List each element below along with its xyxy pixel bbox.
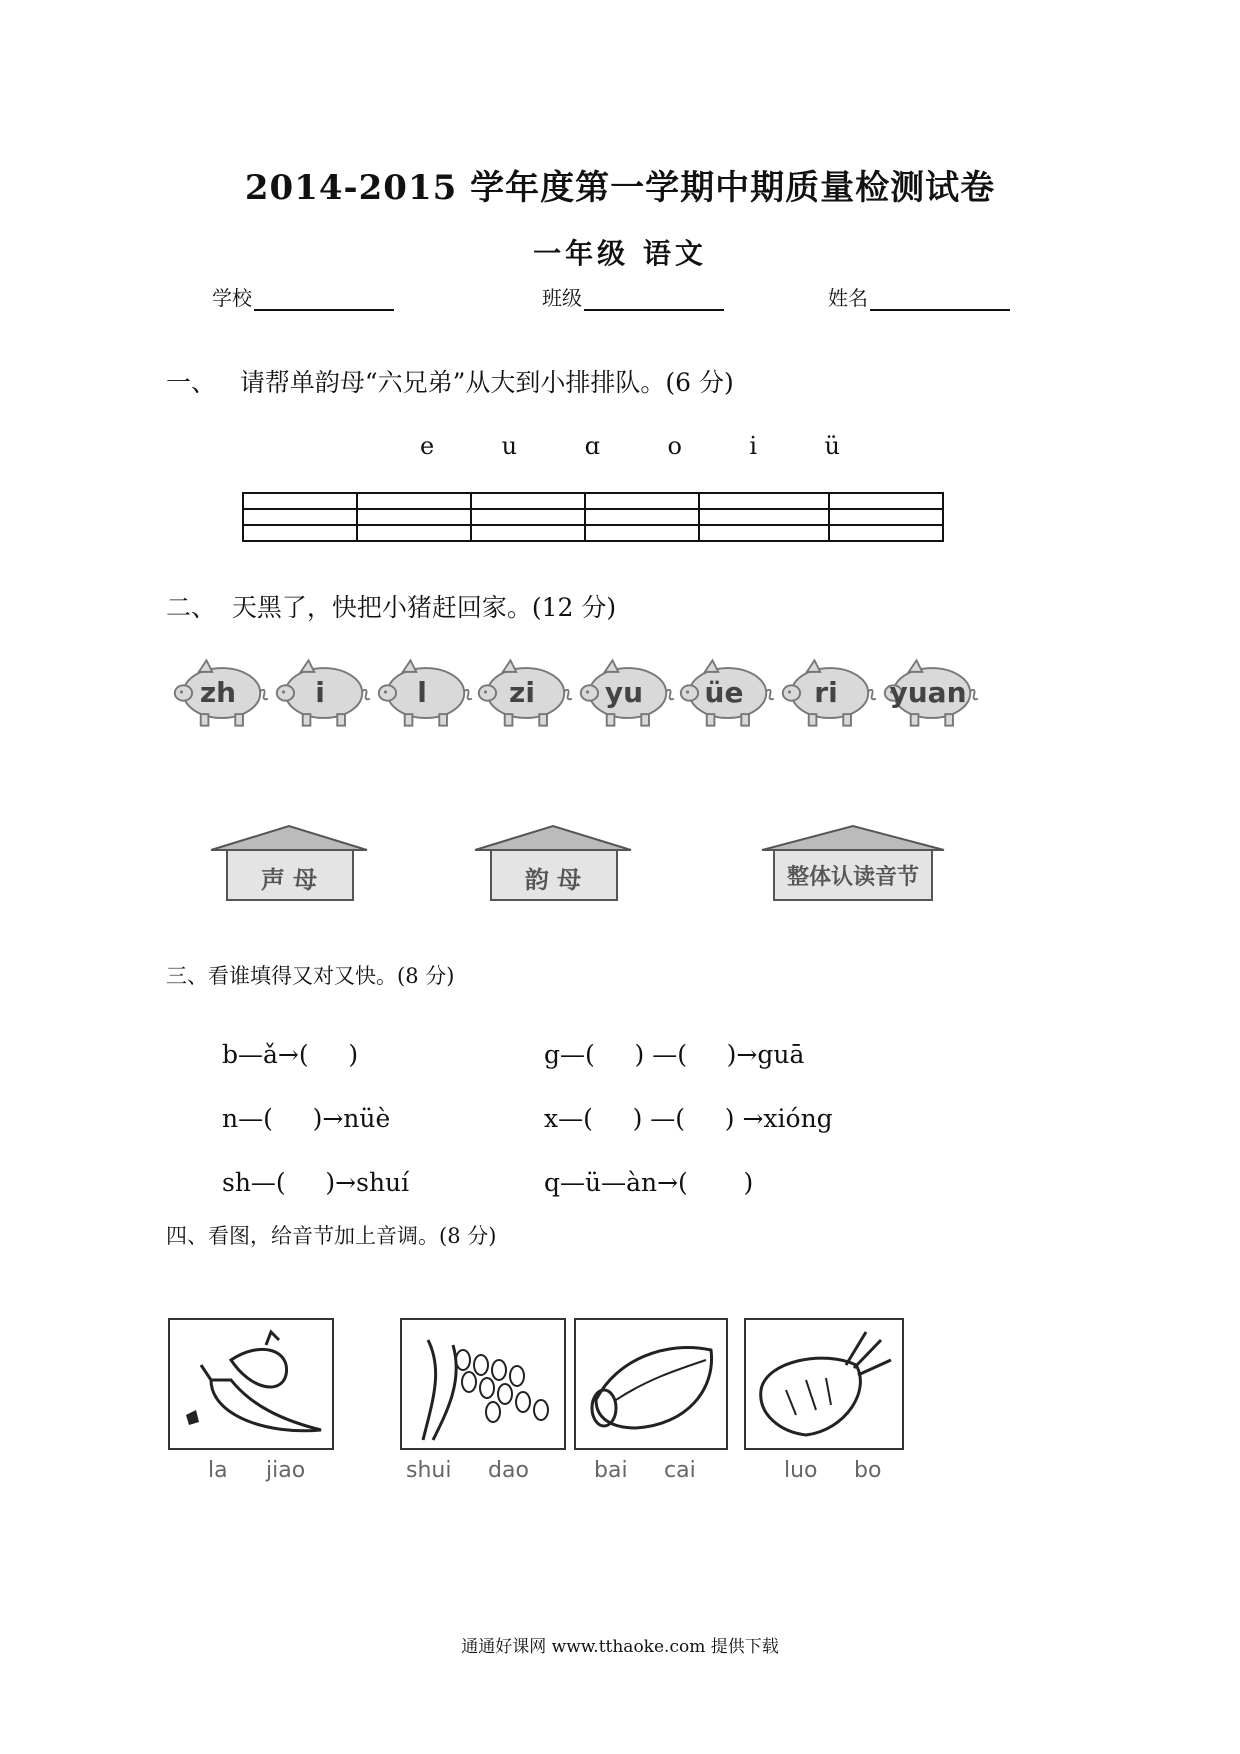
answer-cell[interactable] xyxy=(357,493,471,509)
syllable[interactable]: dao xyxy=(488,1458,529,1483)
chili-pepper-icon xyxy=(170,1320,332,1448)
name-field[interactable] xyxy=(828,282,1010,311)
syllable[interactable]: bo xyxy=(854,1458,882,1483)
syllable[interactable]: la xyxy=(208,1458,228,1483)
pig-card[interactable] xyxy=(374,656,470,730)
pig-label: yuan xyxy=(889,676,967,709)
vowel: u xyxy=(501,432,518,460)
rice-plant-icon xyxy=(402,1320,564,1448)
syllable[interactable]: cai xyxy=(664,1458,696,1483)
q3-item[interactable]: b—ǎ→( ) xyxy=(222,1040,359,1069)
syllable[interactable]: shui xyxy=(406,1458,452,1483)
pig-label: zh xyxy=(199,676,237,709)
answer-cell[interactable] xyxy=(829,525,943,541)
pig-label: yu xyxy=(604,676,644,709)
class-label: 班级 xyxy=(542,286,582,310)
house-label: 韵 母 xyxy=(524,866,582,894)
q4-heading: 四、看图，给音节加上音调。(8 分) xyxy=(166,1224,497,1248)
answer-cell[interactable] xyxy=(585,525,699,541)
answer-cell[interactable] xyxy=(243,525,357,541)
picture-cabbage xyxy=(574,1318,728,1450)
pig-label: ri xyxy=(814,676,838,709)
q3-item[interactable]: n—( )→nüè xyxy=(222,1104,391,1133)
radish-icon xyxy=(746,1320,902,1448)
picture-chili xyxy=(168,1318,334,1450)
answer-cell[interactable] xyxy=(585,493,699,509)
pig-card[interactable] xyxy=(474,656,570,730)
answer-cell[interactable] xyxy=(699,509,829,525)
picture-rice xyxy=(400,1318,566,1450)
pig-label: üe xyxy=(704,676,744,709)
pig-card[interactable] xyxy=(170,656,266,730)
syllable[interactable]: bai xyxy=(594,1458,628,1483)
syllable[interactable]: jiao xyxy=(266,1458,306,1483)
answer-cell[interactable] xyxy=(471,525,585,541)
answer-cell[interactable] xyxy=(699,493,829,509)
vowel: ü xyxy=(824,432,840,460)
exam-title: 2014-2015 学年度第一学期中期质量检测试卷 xyxy=(244,168,996,208)
footer-credit: 通通好课网 www.tthaoke.com 提供下载 xyxy=(461,1637,779,1657)
answer-cell[interactable] xyxy=(471,493,585,509)
house-whole-syllables[interactable] xyxy=(760,822,946,902)
pig-card[interactable] xyxy=(676,656,772,730)
q3-heading: 三、看谁填得又对又快。(8 分) xyxy=(166,964,455,988)
answer-cell[interactable] xyxy=(357,525,471,541)
vowel-list xyxy=(420,432,840,460)
q3-item[interactable]: g—( ) —( )→guā xyxy=(544,1040,805,1069)
pig-label: l xyxy=(417,676,427,709)
answer-cell[interactable] xyxy=(471,509,585,525)
q3-item[interactable]: sh—( )→shuí xyxy=(222,1168,410,1197)
answer-cell[interactable] xyxy=(585,509,699,525)
q3-item[interactable]: x—( ) —( ) →xióng xyxy=(544,1104,833,1133)
house-consonants[interactable] xyxy=(208,822,370,902)
answer-cell[interactable] xyxy=(243,493,357,509)
q2-heading: 二、 天黑了，快把小猪赶回家。(12 分) xyxy=(166,593,617,622)
pig-card[interactable] xyxy=(778,656,874,730)
house-vowels[interactable] xyxy=(472,822,634,902)
answer-cell[interactable] xyxy=(699,525,829,541)
picture-radish xyxy=(744,1318,904,1450)
answer-grid[interactable] xyxy=(242,492,944,542)
answer-cell[interactable] xyxy=(243,509,357,525)
vowel: e xyxy=(420,432,435,460)
pig-card[interactable] xyxy=(576,656,672,730)
class-field[interactable] xyxy=(542,282,724,311)
pig-label: i xyxy=(315,676,325,709)
vowel: ɑ xyxy=(584,432,600,460)
cabbage-icon xyxy=(576,1320,726,1448)
house-label: 声 母 xyxy=(260,866,318,894)
vowel: i xyxy=(749,432,758,460)
answer-cell[interactable] xyxy=(829,509,943,525)
name-label: 姓名 xyxy=(828,286,868,310)
answer-cell[interactable] xyxy=(829,493,943,509)
school-field[interactable] xyxy=(212,282,394,311)
answer-cell[interactable] xyxy=(357,509,471,525)
syllable[interactable]: luo xyxy=(784,1458,818,1483)
pig-card[interactable] xyxy=(272,656,368,730)
vowel: o xyxy=(667,432,682,460)
q1-heading: 一、 请帮单韵母“六兄弟”从大到小排排队。(6 分) xyxy=(166,368,734,397)
exam-subtitle: 一年级 语文 xyxy=(533,237,707,270)
house-label: 整体认读音节 xyxy=(786,865,919,890)
q3-item[interactable]: q—ü—àn→( ) xyxy=(544,1168,754,1197)
pig-card[interactable] xyxy=(880,656,976,730)
pig-label: zi xyxy=(509,676,535,709)
school-label: 学校 xyxy=(212,286,252,310)
